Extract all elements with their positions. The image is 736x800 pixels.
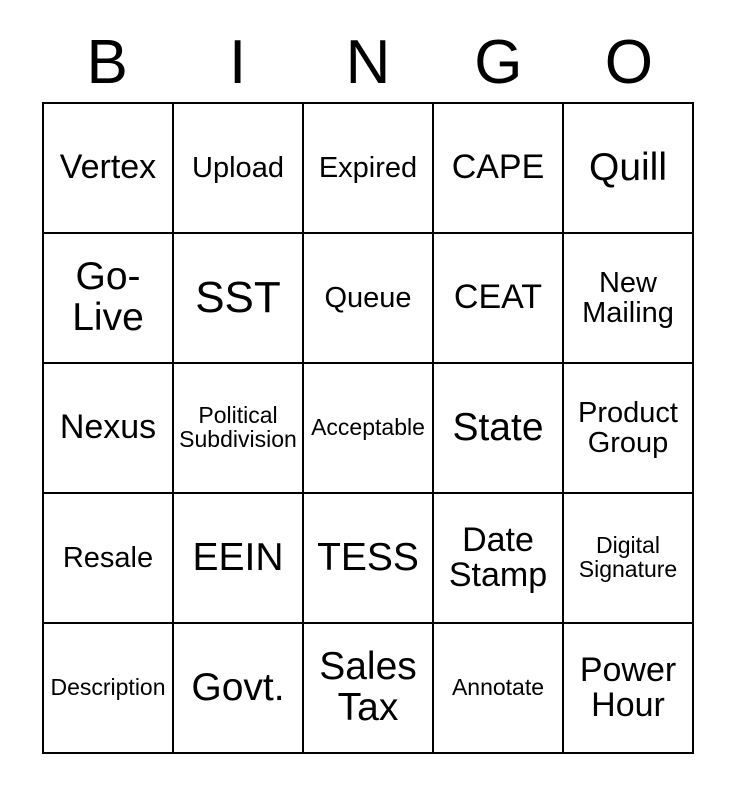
bingo-cell-label: Acceptable [311,414,425,441]
bingo-row [44,104,694,234]
bingo-cell-label: Date Stamp [448,520,548,594]
bingo-cell[interactable] [44,624,174,754]
bingo-card [42,24,694,754]
bingo-cell[interactable] [174,104,304,234]
header-letter-i: I [228,28,247,97]
bingo-cell-label: Power Hour [579,650,677,724]
bingo-row [44,624,694,754]
bingo-cell-label: Annotate [451,674,545,701]
header-letter-o: O [604,28,653,97]
bingo-cell[interactable] [174,624,304,754]
bingo-cell-label: Resale [62,541,154,574]
bingo-grid [42,102,694,754]
bingo-cell[interactable] [434,104,564,234]
bingo-cell[interactable] [44,494,174,624]
bingo-cell-label: Expired [318,151,418,184]
bingo-cell[interactable] [564,234,694,364]
bingo-cell[interactable] [434,494,564,624]
bingo-cell[interactable] [44,104,174,234]
bingo-cell[interactable] [304,104,434,234]
bingo-cell-label: Upload [192,151,284,184]
bingo-cell[interactable] [434,364,564,494]
header-letter-b: B [86,28,128,97]
bingo-cell[interactable] [304,494,434,624]
bingo-cell-label: State [452,405,544,449]
bingo-cell-label: Digital Signature [578,532,678,582]
bingo-cell[interactable] [44,364,174,494]
bingo-cell-label: Nexus [59,408,157,447]
bingo-cell[interactable] [564,624,694,754]
bingo-cell-label: CEAT [453,278,543,317]
bingo-cell-label: TESS [317,535,419,579]
bingo-cell-label: New Mailing [582,266,674,329]
bingo-cell[interactable] [304,364,434,494]
bingo-cell-label: EEIN [192,535,284,579]
bingo-cell[interactable] [304,234,434,364]
bingo-cell[interactable] [174,234,304,364]
header-letter-g: G [474,28,523,97]
bingo-cell[interactable] [564,104,694,234]
bingo-cell-label: Sales Tax [319,645,417,729]
bingo-cell-label: CAPE [451,148,545,187]
header-letter-n: N [345,28,391,97]
bingo-header [42,24,694,102]
bingo-cell-label: SST [195,273,281,323]
bingo-cell-label: Political Subdivision [179,402,297,452]
bingo-cell[interactable] [304,624,434,754]
bingo-cell[interactable] [44,234,174,364]
bingo-row [44,234,694,364]
bingo-row [44,494,694,624]
bingo-cell-label: Govt. [191,665,285,709]
bingo-cell[interactable] [174,494,304,624]
bingo-cell-label: Vertex [59,148,157,187]
bingo-cell[interactable] [564,364,694,494]
bingo-cell[interactable] [174,364,304,494]
bingo-cell[interactable] [434,624,564,754]
bingo-cell-label: Go-Live [72,255,144,339]
bingo-cell-label: Quill [588,145,668,189]
bingo-cell[interactable] [434,234,564,364]
bingo-cell-label: Description [50,674,166,701]
bingo-cell-label: Queue [324,281,412,314]
bingo-row [44,364,694,494]
bingo-cell-label: Product Group [578,396,678,459]
bingo-cell[interactable] [564,494,694,624]
